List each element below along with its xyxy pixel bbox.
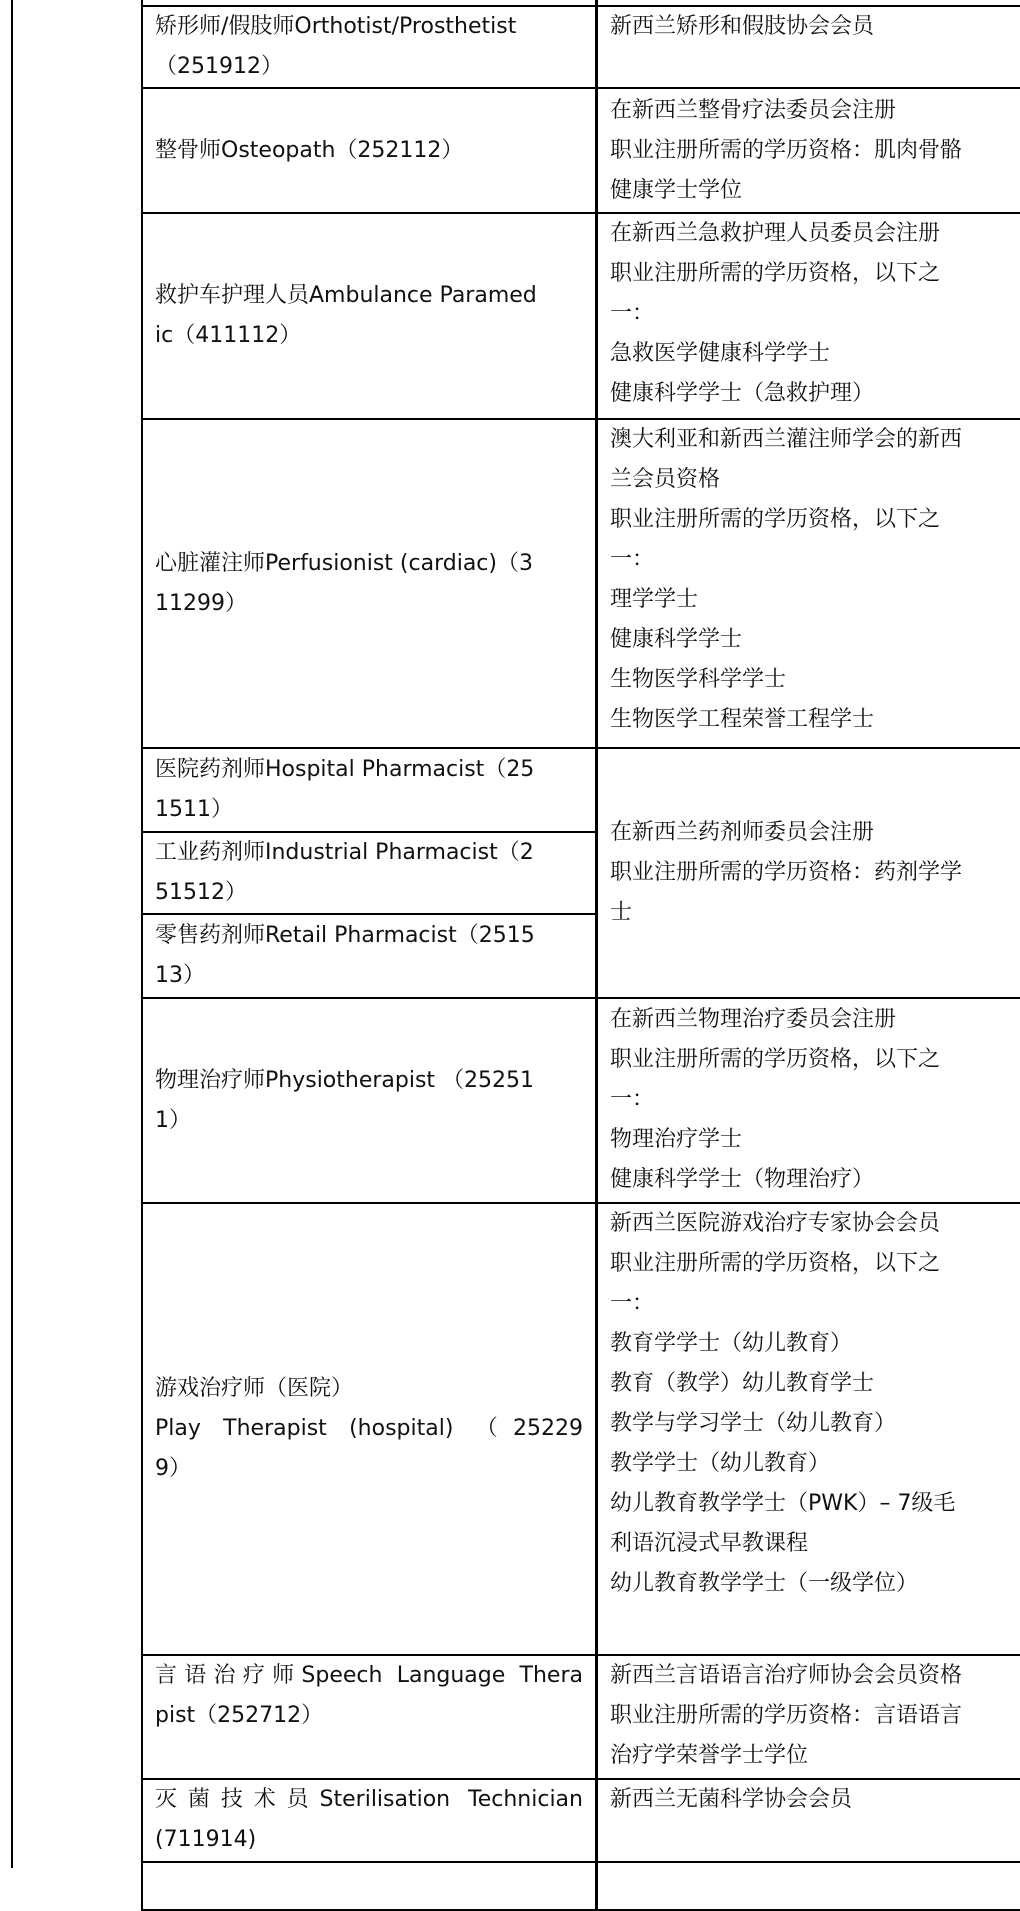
- requirement-text-line: 职业注册所需的学历资格，以下之: [610, 1046, 941, 1072]
- requirements-cell: [596, 1654, 1020, 1780]
- requirements-cell: [596, 997, 1020, 1204]
- occupation-text-line: 整骨师Osteopath（252112）: [155, 137, 464, 163]
- requirement-text-line: 健康科学学士（物理治疗）: [610, 1166, 875, 1192]
- requirement-text-line: 在新西兰物理治疗委员会注册: [610, 1006, 897, 1032]
- requirement-text-line: 利语沉浸式早教课程: [610, 1531, 809, 1556]
- requirement-text-line: 一：: [610, 301, 655, 326]
- requirements-cell: [596, 5, 1020, 89]
- requirement-text-line: 新西兰无菌科学协会会员: [610, 1787, 853, 1812]
- occupation-cell: [141, 418, 597, 749]
- requirement-text-line: 新西兰矫形和假肢协会会员: [610, 14, 875, 39]
- occupation-text-line: 心脏灌注师Perfusionist (cardiac)（3: [155, 550, 533, 576]
- occupation-cell: [141, 5, 597, 89]
- requirement-text-line: 理学学士: [610, 587, 699, 612]
- requirement-text-line: 教学学士（幼儿教育）: [610, 1451, 831, 1476]
- occupation-cell: [141, 1778, 597, 1863]
- requirement-text-line: 教育（教学）幼儿教育学士: [610, 1371, 875, 1396]
- requirement-text-line: 兰会员资格: [610, 467, 721, 492]
- requirement-text-line: 健康科学学士: [610, 627, 743, 652]
- requirement-text-line: 生物医学工程荣誉工程学士: [610, 707, 875, 732]
- occupation-text-line: 游戏治疗师（医院）: [155, 1376, 354, 1401]
- occupation-text-line: 灭菌技术员Sterilisation Technician: [155, 1787, 583, 1812]
- requirement-text-line: 职业注册所需的学历资格：肌肉骨骼: [610, 137, 963, 163]
- occupation-text-line: 1511）: [155, 797, 233, 822]
- occupation-cell: [141, 1861, 597, 1911]
- requirements-cell: [596, 747, 1020, 999]
- requirement-text-line: 职业注册所需的学历资格，以下之: [610, 261, 941, 286]
- requirement-text-line: 在新西兰急救护理人员委员会注册: [610, 221, 941, 246]
- requirement-text-line: 幼儿教育教学学士（一级学位）: [610, 1571, 919, 1596]
- requirement-text-line: 职业注册所需的学历资格：言语语言: [610, 1703, 963, 1728]
- occupation-text-line: 工业药剂师Industrial Pharmacist（2: [155, 840, 534, 865]
- requirement-text-line: 一：: [610, 547, 655, 572]
- occupation-text-line: 矫形师/假肢师Orthotist/Prosthetist: [155, 14, 517, 39]
- occupation-text-line: Play Therapist (hospital) （25229: [155, 1416, 583, 1441]
- requirement-text-line: 在新西兰药剂师委员会注册: [610, 820, 875, 845]
- requirement-text-line: 一：: [610, 1291, 655, 1316]
- requirement-text-line: 健康学士学位: [610, 177, 743, 203]
- requirements-cell: [596, 418, 1020, 749]
- occupation-cell: [141, 1654, 597, 1780]
- occupation-text-line: 9）: [155, 1456, 191, 1481]
- occupation-text-line: 物理治疗师Physiotherapist （25251: [155, 1067, 535, 1093]
- requirements-cell: [596, 87, 1020, 214]
- requirement-text-line: 职业注册所需的学历资格，以下之: [610, 507, 941, 532]
- requirement-text-line: 健康科学学士（急救护理）: [610, 381, 875, 406]
- requirement-text-line: 一：: [610, 1086, 655, 1112]
- requirement-text-line: 士: [610, 900, 633, 925]
- requirement-text-line: 急救医学健康科学学士: [610, 341, 831, 366]
- requirement-text-line: 幼儿教育教学学士（PWK）– 7级毛: [610, 1491, 956, 1516]
- occupation-text-line: 13）: [155, 963, 205, 988]
- requirement-text-line: 物理治疗学士: [610, 1126, 743, 1152]
- occupation-text-line: pist（252712）: [155, 1703, 324, 1728]
- requirements-cell: [596, 1778, 1020, 1863]
- requirement-text-line: 职业注册所需的学历资格，以下之: [610, 1251, 941, 1276]
- occupation-cell: [141, 212, 597, 420]
- requirements-cell: [596, 1202, 1020, 1656]
- requirements-cell: [596, 1861, 1020, 1911]
- requirements-cell: [596, 212, 1020, 420]
- occupation-text-line: 零售药剂师Retail Pharmacist（2515: [155, 923, 535, 948]
- requirement-text-line: 治疗学荣誉学士学位: [610, 1743, 809, 1768]
- occupation-text-line: 医院药剂师Hospital Pharmacist（25: [155, 757, 535, 782]
- requirement-text-line: 职业注册所需的学历资格：药剂学学: [610, 860, 963, 885]
- occupation-cell: [141, 747, 597, 833]
- occupation-text-line: ic（411112）: [155, 323, 302, 348]
- requirement-text-line: 新西兰医院游戏治疗专家协会会员: [610, 1211, 941, 1236]
- requirement-text-line: 澳大利亚和新西兰灌注师学会的新西: [610, 427, 963, 452]
- occupation-text-line: 言语治疗师Speech Language Thera: [155, 1663, 583, 1688]
- requirement-text-line: 新西兰言语语言治疗师协会会员资格: [610, 1663, 963, 1688]
- occupation-cell: [141, 87, 597, 214]
- occupation-cell: [141, 1202, 597, 1656]
- occupation-cell: [141, 831, 597, 915]
- requirement-text-line: 教学与学习学士（幼儿教育）: [610, 1411, 897, 1436]
- occupation-text-line: 11299）: [155, 590, 247, 616]
- occupation-cell: [141, 913, 597, 999]
- occupation-text-line: （251912）: [155, 54, 283, 79]
- occupation-cell: [141, 997, 597, 1204]
- requirement-text-line: 教育学学士（幼儿教育）: [610, 1331, 853, 1356]
- occupation-text-line: 51512）: [155, 880, 247, 905]
- requirement-text-line: 生物医学科学学士: [610, 667, 787, 692]
- occupation-text-line: (711914): [155, 1827, 257, 1852]
- occupation-text-line: 1）: [155, 1107, 191, 1133]
- requirement-text-line: 在新西兰整骨疗法委员会注册: [610, 97, 897, 123]
- occupation-text-line: 救护车护理人员Ambulance Paramed: [155, 283, 537, 308]
- page-left-border: [11, 0, 13, 1868]
